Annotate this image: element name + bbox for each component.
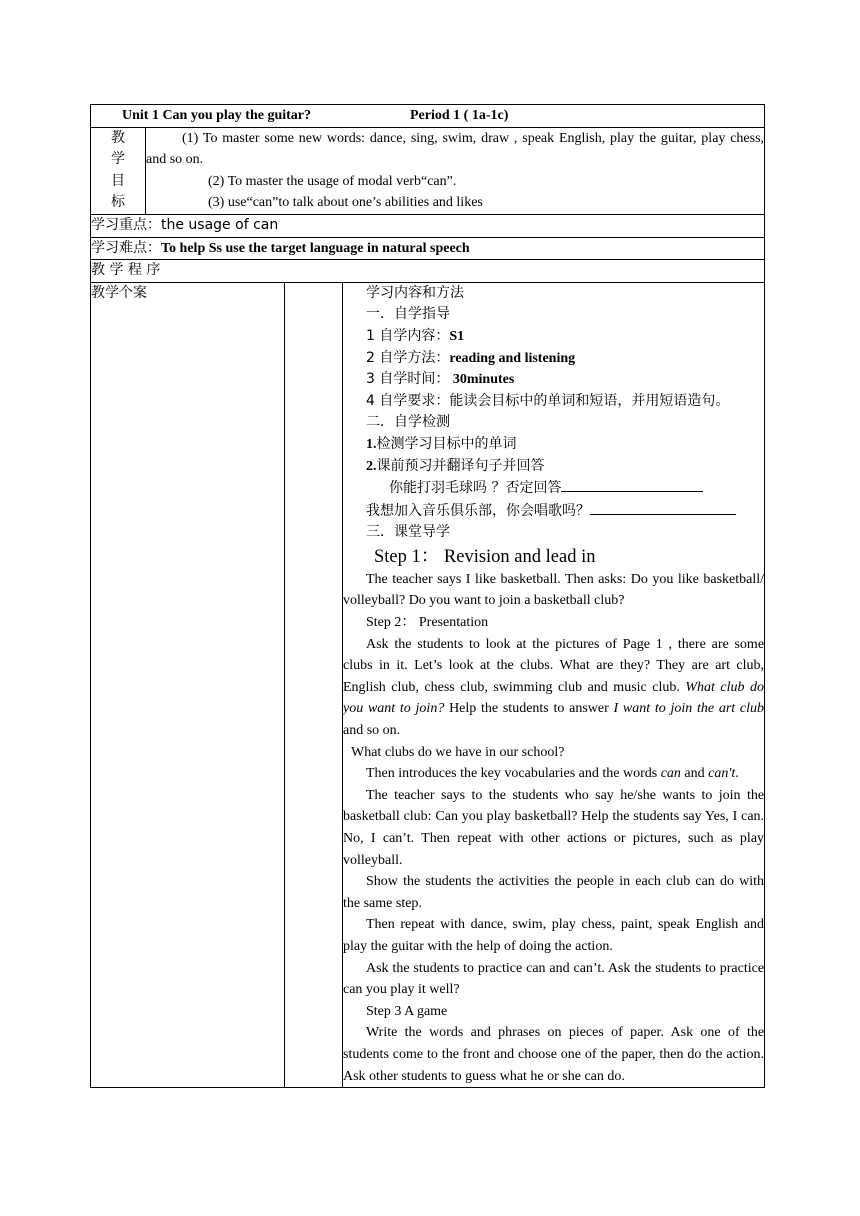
period-label: Period 1 ( 1a-1c) (410, 108, 509, 123)
step-1-title: Step 1： Revision and lead in (374, 546, 596, 567)
step-3-title: Step 3 A game (366, 1003, 448, 1019)
answer-blank-1[interactable] (561, 477, 703, 492)
key-point-row (91, 214, 765, 237)
section-1-title: 一．自学指导 (366, 306, 450, 323)
step-2-paragraph-4: Show the students the activities the people in each club can do with the same step. (343, 874, 765, 911)
section-3-title: 三．课堂导学 (366, 524, 450, 541)
self-study-item-4: 4 自学要求：能读会目标中的单词和短语，并用短语造句。 (366, 392, 730, 409)
empty-column (285, 282, 343, 1087)
check-item-2: 2.课前预习并翻译句子并回答 (366, 457, 545, 474)
objective-item-2: (2) To master the usage of modal verb“can”. (208, 173, 457, 189)
difficulty-value: To help Ss use the target language in natural speech (161, 240, 470, 256)
self-study-item-2: 2 自学方法：reading and listening (366, 349, 576, 366)
procedure-heading-row (91, 260, 765, 283)
step-2-paragraph-6: Ask the students to practice can and can’t. Ask the students to practice can you play it well? (343, 960, 765, 998)
content-cell (343, 282, 765, 1087)
key-point-label: 学习重点： (91, 216, 161, 233)
procedure-heading: 教 学 程 序 (91, 262, 161, 279)
self-study-item-1: 1 自学内容：S1 (366, 327, 465, 344)
section-2-title: 二．自学检测 (366, 414, 450, 431)
unit-title: Unit 1 Can you play the guitar? (122, 108, 312, 123)
question-2: 我想加入音乐俱乐部，你会唱歌吗？ (343, 500, 764, 523)
step-2-paragraph-5: Then repeat with dance, swim, play chess, paint, speak English and play the guitar with the help of doing the action. (343, 917, 765, 954)
step-3-paragraph-1: Write the words and phrases on pieces of paper. Ask one of the students come to the front and choose one of the paper, then do the action. Ask other students to guess what he or she can do. (343, 1025, 765, 1084)
answer-blank-2[interactable] (590, 500, 736, 515)
lesson-plan-table (90, 104, 765, 1088)
question-1: 你能打羽毛球吗 ？否定回答 (343, 477, 764, 500)
key-point-value: the usage of can (161, 216, 279, 233)
objectives-row (91, 127, 765, 214)
objectives-content (146, 127, 765, 214)
objective-item-3: (3) use“can”to talk about one’s abilities and likes (208, 195, 483, 211)
step-2-question: What clubs do we have in our school? (351, 744, 565, 760)
step-2-title: Step 2： Presentation (366, 615, 489, 631)
content-heading: 学习内容和方法 (366, 284, 464, 301)
step-1-text: The teacher says I like basketball. Then asks: Do you like basketball/ volleyball? Do you want to join a basketball club? (343, 571, 765, 609)
objective-item-1: (1) To master some new words: dance, sing, swim, draw , speak English, play the guitar, play chess, and so on. (146, 130, 765, 168)
self-study-item-3: 3 自学时间： 30minutes (366, 371, 515, 388)
title-row (91, 105, 765, 128)
step-2-paragraph-2: Then introduces the key vocabularies and the words can and can't. (366, 766, 739, 782)
difficulty-label: 学习难点： (91, 239, 161, 256)
step-2-paragraph-1: Ask the students to look at the pictures of Page 1 , there are some clubs in it. Let’s look at the clubs. What are they? They are art club, English club, chess club, swimming club and music club. What club do you want to join? Help the students to answer I want to join the art club and so on. (343, 636, 765, 739)
case-label-cell (91, 282, 285, 1087)
difficulty-row (91, 237, 765, 260)
procedure-body-row (91, 282, 765, 1087)
check-item-1: 1.检测学习目标中的单词 (366, 435, 517, 452)
objectives-side-label: 教 学 目 标 (91, 127, 146, 214)
step-2-paragraph-3: The teacher says to the students who say he/she wants to join the basketball club: Can you play basketball? Help the students say Yes, I can. No, I can’t. Then repeat with other actions or pictures, such as play volleyball. (343, 787, 765, 868)
case-label: 教学个案 (91, 284, 147, 301)
